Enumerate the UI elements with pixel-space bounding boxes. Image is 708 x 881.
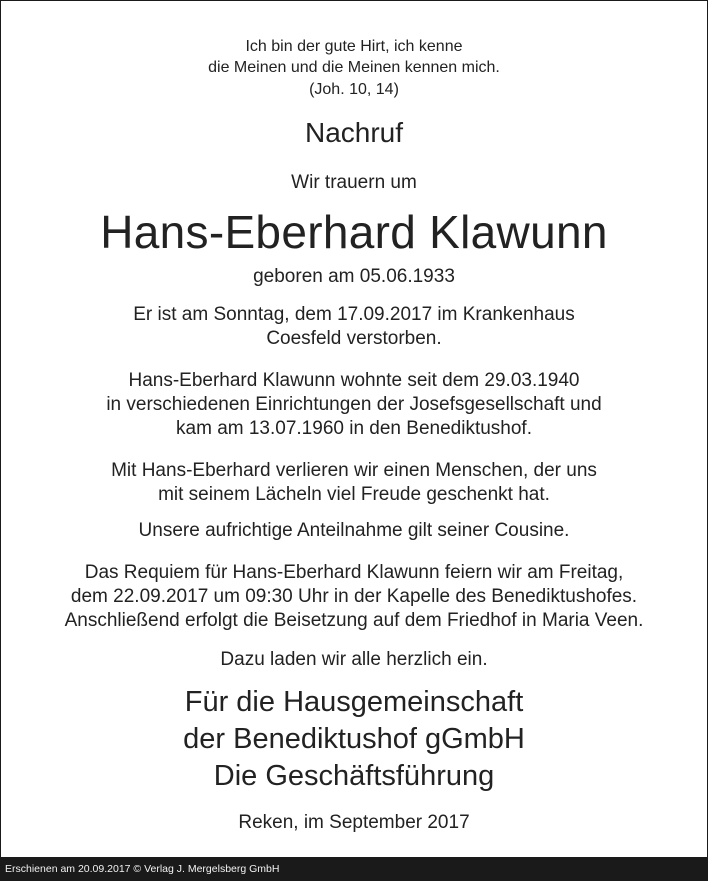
paragraph-residence-line-3: kam am 13.07.1960 in den Benediktushof. <box>176 418 532 439</box>
paragraph-death-line-1: Er ist am Sonntag, dem 17.09.2017 im Krankenhaus <box>133 304 575 325</box>
paragraph-residence-line-1: Hans-Eberhard Klawunn wohnte seit dem 29.03.1940 <box>128 370 580 391</box>
paragraph-requiem-line-2: dem 22.09.2017 um 09:30 Uhr in der Kapelle des Benediktushofes. <box>70 586 638 607</box>
signature-line-1: Für die Hausgemeinschaft <box>184 686 524 718</box>
paragraph-requiem-line-1: Das Requiem für Hans-Eberhard Klawunn feiern wir am Freitag, <box>84 562 624 583</box>
signature-line-2: der Benediktushof gGmbH <box>183 723 525 755</box>
bible-verse-line-1: Ich bin der gute Hirt, ich kenne <box>245 38 463 55</box>
paragraph-tribute-line-1: Mit Hans-Eberhard verlieren wir einen Menschen, der uns <box>111 460 597 481</box>
paragraph-invitation: Dazu laden wir alle herzlich ein. <box>220 649 488 670</box>
heading: Nachruf <box>304 117 404 148</box>
place-date: Reken, im September 2017 <box>238 812 470 833</box>
bible-verse-line-2: die Meinen und die Meinen kennen mich. <box>208 59 500 76</box>
paragraph-residence-line-2: in verschiedenen Einrichtungen der Josefsgesellschaft und <box>106 394 602 415</box>
publication-footer: Erschienen am 20.09.2017 © Verlag J. Mergelsberg GmbH <box>0 857 708 881</box>
signature-line-3: Die Geschäftsführung <box>213 760 495 792</box>
paragraph-death-line-2: Coesfeld verstorben. <box>266 328 442 349</box>
paragraph-requiem-line-3: Anschließend erfolgt die Beisetzung auf dem Friedhof in Maria Veen. <box>64 610 644 631</box>
intro-text: Wir trauern um <box>291 172 417 193</box>
deceased-name: Hans-Eberhard Klawunn <box>100 206 608 258</box>
birth-date: geboren am 05.06.1933 <box>253 266 455 287</box>
paragraph-tribute-line-2: mit seinem Lächeln viel Freude geschenkt hat. <box>158 484 550 505</box>
paragraph-condolence: Unsere aufrichtige Anteilnahme gilt seiner Cousine. <box>138 520 570 541</box>
bible-verse-reference: (Joh. 10, 14) <box>309 81 399 98</box>
